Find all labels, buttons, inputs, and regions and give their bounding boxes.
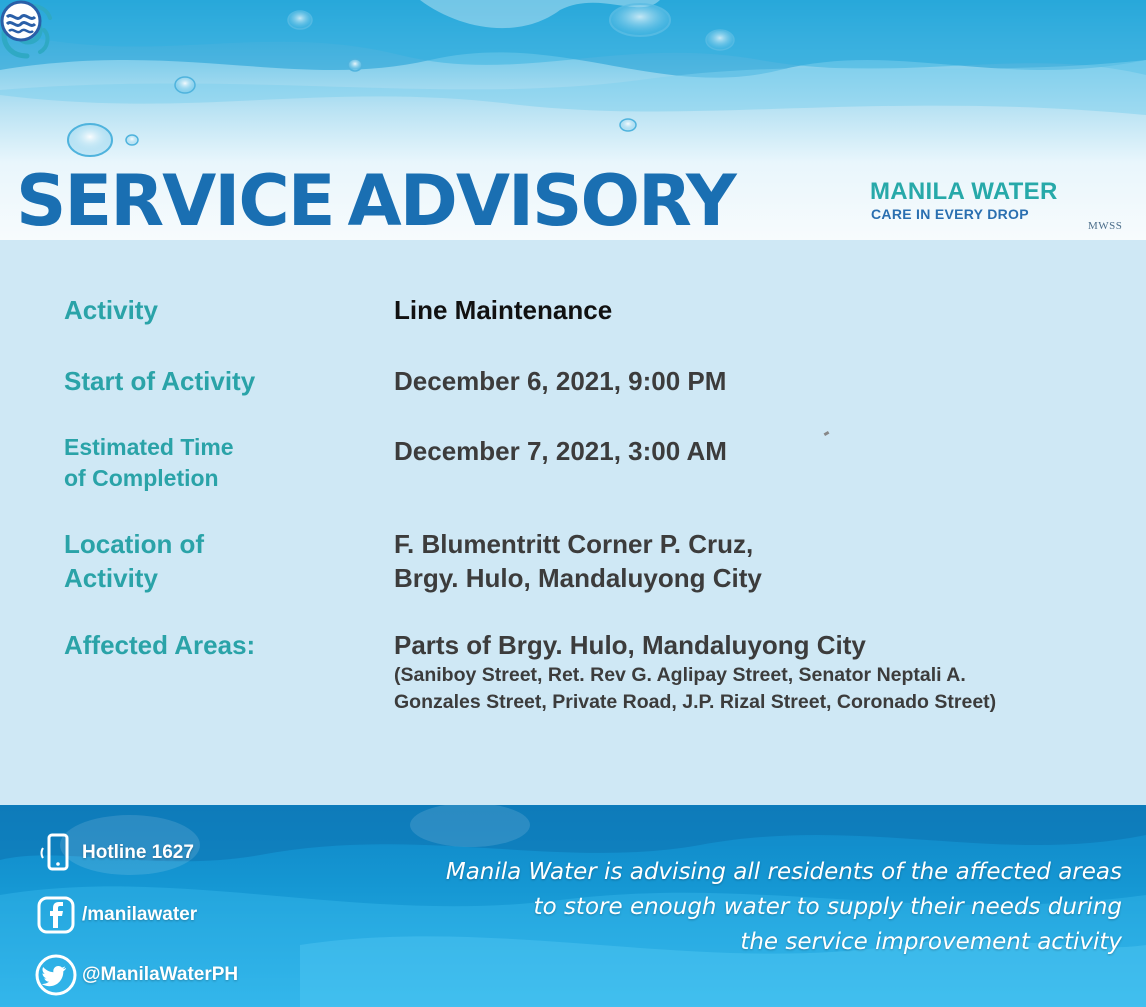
header-banner xyxy=(0,0,1146,240)
facebook-contact[interactable] xyxy=(34,893,197,937)
title-word-advisory: ADVISORY xyxy=(347,160,735,240)
affected-areas-main: Parts of Brgy. Hulo, Mandaluyong City xyxy=(394,630,866,660)
mwss-logo-icon xyxy=(0,0,42,42)
location-label-line1: Location of xyxy=(64,529,205,559)
advisory-line1: Manila Water is advising all residents of the affected areas xyxy=(445,859,1122,885)
location-value-line1: F. Blumentritt Corner P. Cruz, xyxy=(394,529,754,559)
affected-streets-line2: Gonzales Street, Private Road, J.P. Rizal Street, Coronado Street) xyxy=(394,691,997,713)
activity-value: Line Maintenance xyxy=(394,295,613,325)
facebook-handle[interactable]: /manilawater xyxy=(82,904,198,925)
hotline-contact xyxy=(34,831,194,875)
location-value xyxy=(394,527,762,595)
footer-banner xyxy=(0,805,1146,1007)
twitter-icon[interactable] xyxy=(34,953,78,997)
advisory-line3: the service improvement activity xyxy=(740,929,1122,955)
facebook-icon[interactable] xyxy=(34,893,78,937)
brand-name: MANILA WATER xyxy=(870,178,1058,205)
twitter-handle[interactable]: @ManilaWaterPH xyxy=(82,964,239,985)
twitter-contact[interactable] xyxy=(34,953,238,997)
mwss-logo-text: MWSS xyxy=(1088,220,1123,232)
completion-label xyxy=(64,432,234,494)
start-label: Start of Activity xyxy=(64,366,256,396)
location-label xyxy=(64,527,204,595)
hotline-text: Hotline 1627 xyxy=(82,842,194,863)
brand-tagline: CARE IN EVERY DROP xyxy=(871,206,1029,222)
title-word-service: SERVICE xyxy=(16,160,334,240)
affected-areas-label: Affected Areas: xyxy=(64,630,256,660)
start-value: December 6, 2021, 9:00 PM xyxy=(394,366,727,396)
advisory-message xyxy=(382,855,1122,960)
completion-label-line1: Estimated Time xyxy=(64,434,234,460)
location-label-line2: Activity xyxy=(64,563,158,593)
advisory-line2: to store enough water to supply their needs during xyxy=(533,894,1122,920)
completion-value: December 7, 2021, 3:00 AM xyxy=(394,436,727,466)
completion-label-line2: of Completion xyxy=(64,465,219,491)
affected-streets-line1: (Saniboy Street, Ret. Rev G. Aglipay Street, Senator Neptali A. xyxy=(394,664,966,686)
activity-label: Activity xyxy=(64,295,158,325)
page-title xyxy=(16,160,735,240)
affected-areas-value xyxy=(394,628,996,716)
location-value-line2: Brgy. Hulo, Mandaluyong City xyxy=(394,563,762,593)
phone-icon xyxy=(34,831,78,875)
